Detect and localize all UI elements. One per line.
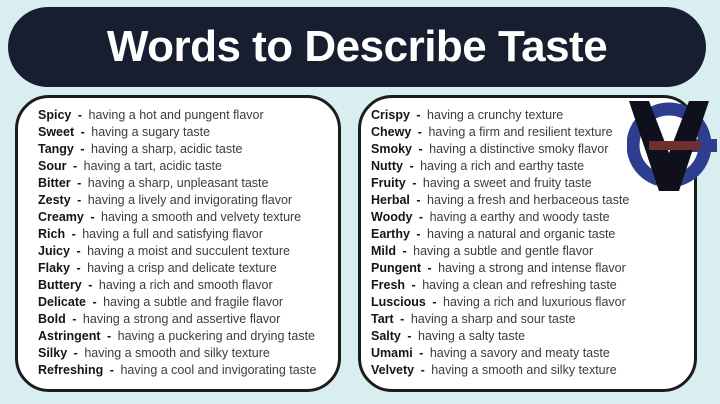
word-entry [38,141,334,158]
gv-brand-logo [627,99,717,197]
separator-text: - [80,125,85,139]
word-entry [38,328,334,345]
separator-text: - [90,210,95,224]
definition-text: having a rich and earthy taste [420,159,585,173]
word-entry [38,311,334,328]
definition-text: having a earthy and woody taste [429,210,610,224]
term-text: Tart [371,312,394,326]
word-entry [38,260,334,277]
separator-text: - [412,176,417,190]
definition-text: having a sugary taste [91,125,211,139]
definition-text: having a subtle and fragile flavor [103,295,284,309]
word-entry [38,158,334,175]
definition-text: having a rich and smooth flavor [98,278,273,292]
word-entry [38,345,334,362]
separator-text: - [73,346,78,360]
term-text: Mild [371,244,396,258]
separator-text: - [76,244,81,258]
definition-text: having a lively and invigorating flavor [87,193,293,207]
word-entry [371,345,690,362]
word-entry [371,362,690,379]
term-text: Smoky [371,142,412,156]
word-entry [38,175,334,192]
definition-text: having a firm and resilient texture [428,125,613,139]
definition-text: having a salty taste [418,329,526,343]
definition-text: having a rich and luxurious flavor [443,295,626,309]
page-title: Words to Describe Taste [106,22,608,71]
term-text: Tangy [38,142,74,156]
separator-text: - [409,159,414,173]
term-text: Salty [371,329,401,343]
term-text: Bold [38,312,66,326]
word-entry [371,209,690,226]
separator-text: - [72,159,78,173]
term-text: Sour [38,159,67,173]
term-text: Creamy [38,210,84,224]
term-text: Buttery [38,278,82,292]
word-entry [38,226,334,243]
term-text: Earthy [371,227,410,241]
gv-logo-graphic [627,99,717,197]
definition-text: having a clean and refreshing taste [422,278,617,292]
definition-text: having a tart, acidic taste [83,159,222,173]
definition-text: having a subtle and gentle flavor [413,244,594,258]
term-text: Nutty [371,159,403,173]
definition-text: having a cool and invigorating taste [120,363,317,377]
definition-text: having a sharp, acidic taste [91,142,243,156]
term-text: Silky [38,346,68,360]
word-entry [371,311,690,328]
word-entry [38,277,334,294]
separator-text: - [71,227,76,241]
term-text: Sweet [38,125,75,139]
definition-text: having a sweet and fruity taste [422,176,592,190]
header-banner [8,7,706,87]
word-entry [38,124,334,141]
word-entry [38,294,334,311]
term-text: Fresh [371,278,406,292]
term-text: Astringent [38,329,101,343]
word-entry [371,226,690,243]
definition-text: having a smooth and silky texture [84,346,270,360]
definition-text: having a hot and pungent flavor [88,108,264,122]
separator-text: - [420,363,425,377]
separator-text: - [432,295,437,309]
definition-text: having a moist and succulent texture [87,244,291,258]
word-entry [38,107,334,124]
term-text: Spicy [38,108,72,122]
term-text: Velvety [371,363,415,377]
separator-text: - [416,227,421,241]
separator-text: - [76,261,81,275]
term-text: Crispy [371,108,410,122]
word-entry [371,294,690,311]
separator-text: - [416,108,421,122]
definition-text: having a puckering and drying taste [117,329,315,343]
word-list-panel-left [15,95,341,392]
term-text: Rich [38,227,66,241]
word-entry [38,362,334,379]
definition-text: having a smooth and velvety texture [101,210,302,224]
definition-text: having a distinctive smoky flavor [429,142,609,156]
word-entry [371,260,690,277]
term-text: Refreshing [38,363,104,377]
word-entry [38,209,334,226]
separator-text: - [88,278,93,292]
separator-text: - [106,329,112,343]
definition-text: having a full and satisfying flavor [82,227,263,241]
definition-text: having a crunchy texture [427,108,564,122]
separator-text: - [402,244,407,258]
separator-text: - [407,329,412,343]
definition-text: having a fresh and herbaceous taste [427,193,630,207]
separator-text: - [427,261,432,275]
definition-text: having a smooth and silky texture [431,363,617,377]
term-text: Herbal [371,193,410,207]
term-text: Chewy [371,125,412,139]
separator-text: - [92,295,97,309]
separator-text: - [80,142,85,156]
separator-text: - [417,125,422,139]
term-text: Umami [371,346,413,360]
term-text: Bitter [38,176,71,190]
definition-text: having a crisp and delicate texture [87,261,277,275]
separator-text: - [419,346,424,360]
term-text: Delicate [38,295,86,309]
definition-text: having a sharp, unpleasant taste [87,176,269,190]
separator-text: - [72,312,77,326]
term-text: Woody [371,210,413,224]
word-entry [38,243,334,260]
term-text: Flaky [38,261,70,275]
term-text: Juicy [38,244,70,258]
term-text: Zesty [38,193,71,207]
separator-text: - [418,210,424,224]
definition-text: having a savory and meaty taste [429,346,610,360]
separator-text: - [77,108,83,122]
definition-text: having a strong and assertive flavor [82,312,281,326]
term-text: Pungent [371,261,421,275]
separator-text: - [418,142,423,156]
definition-text: having a natural and organic taste [427,227,616,241]
definition-text: having a sharp and sour taste [410,312,576,326]
definition-text: having a strong and intense flavor [438,261,626,275]
logo-name-band [649,141,701,150]
term-text: Luscious [371,295,426,309]
word-entry [371,277,690,294]
word-list-left [38,107,334,379]
word-entry [371,243,690,260]
separator-text: - [416,193,421,207]
word-entry [371,328,690,345]
separator-text: - [77,176,82,190]
separator-text: - [400,312,405,326]
term-text: Fruity [371,176,406,190]
word-entry [38,192,334,209]
separator-text: - [109,363,114,377]
separator-text: - [411,278,416,292]
separator-text: - [77,193,82,207]
